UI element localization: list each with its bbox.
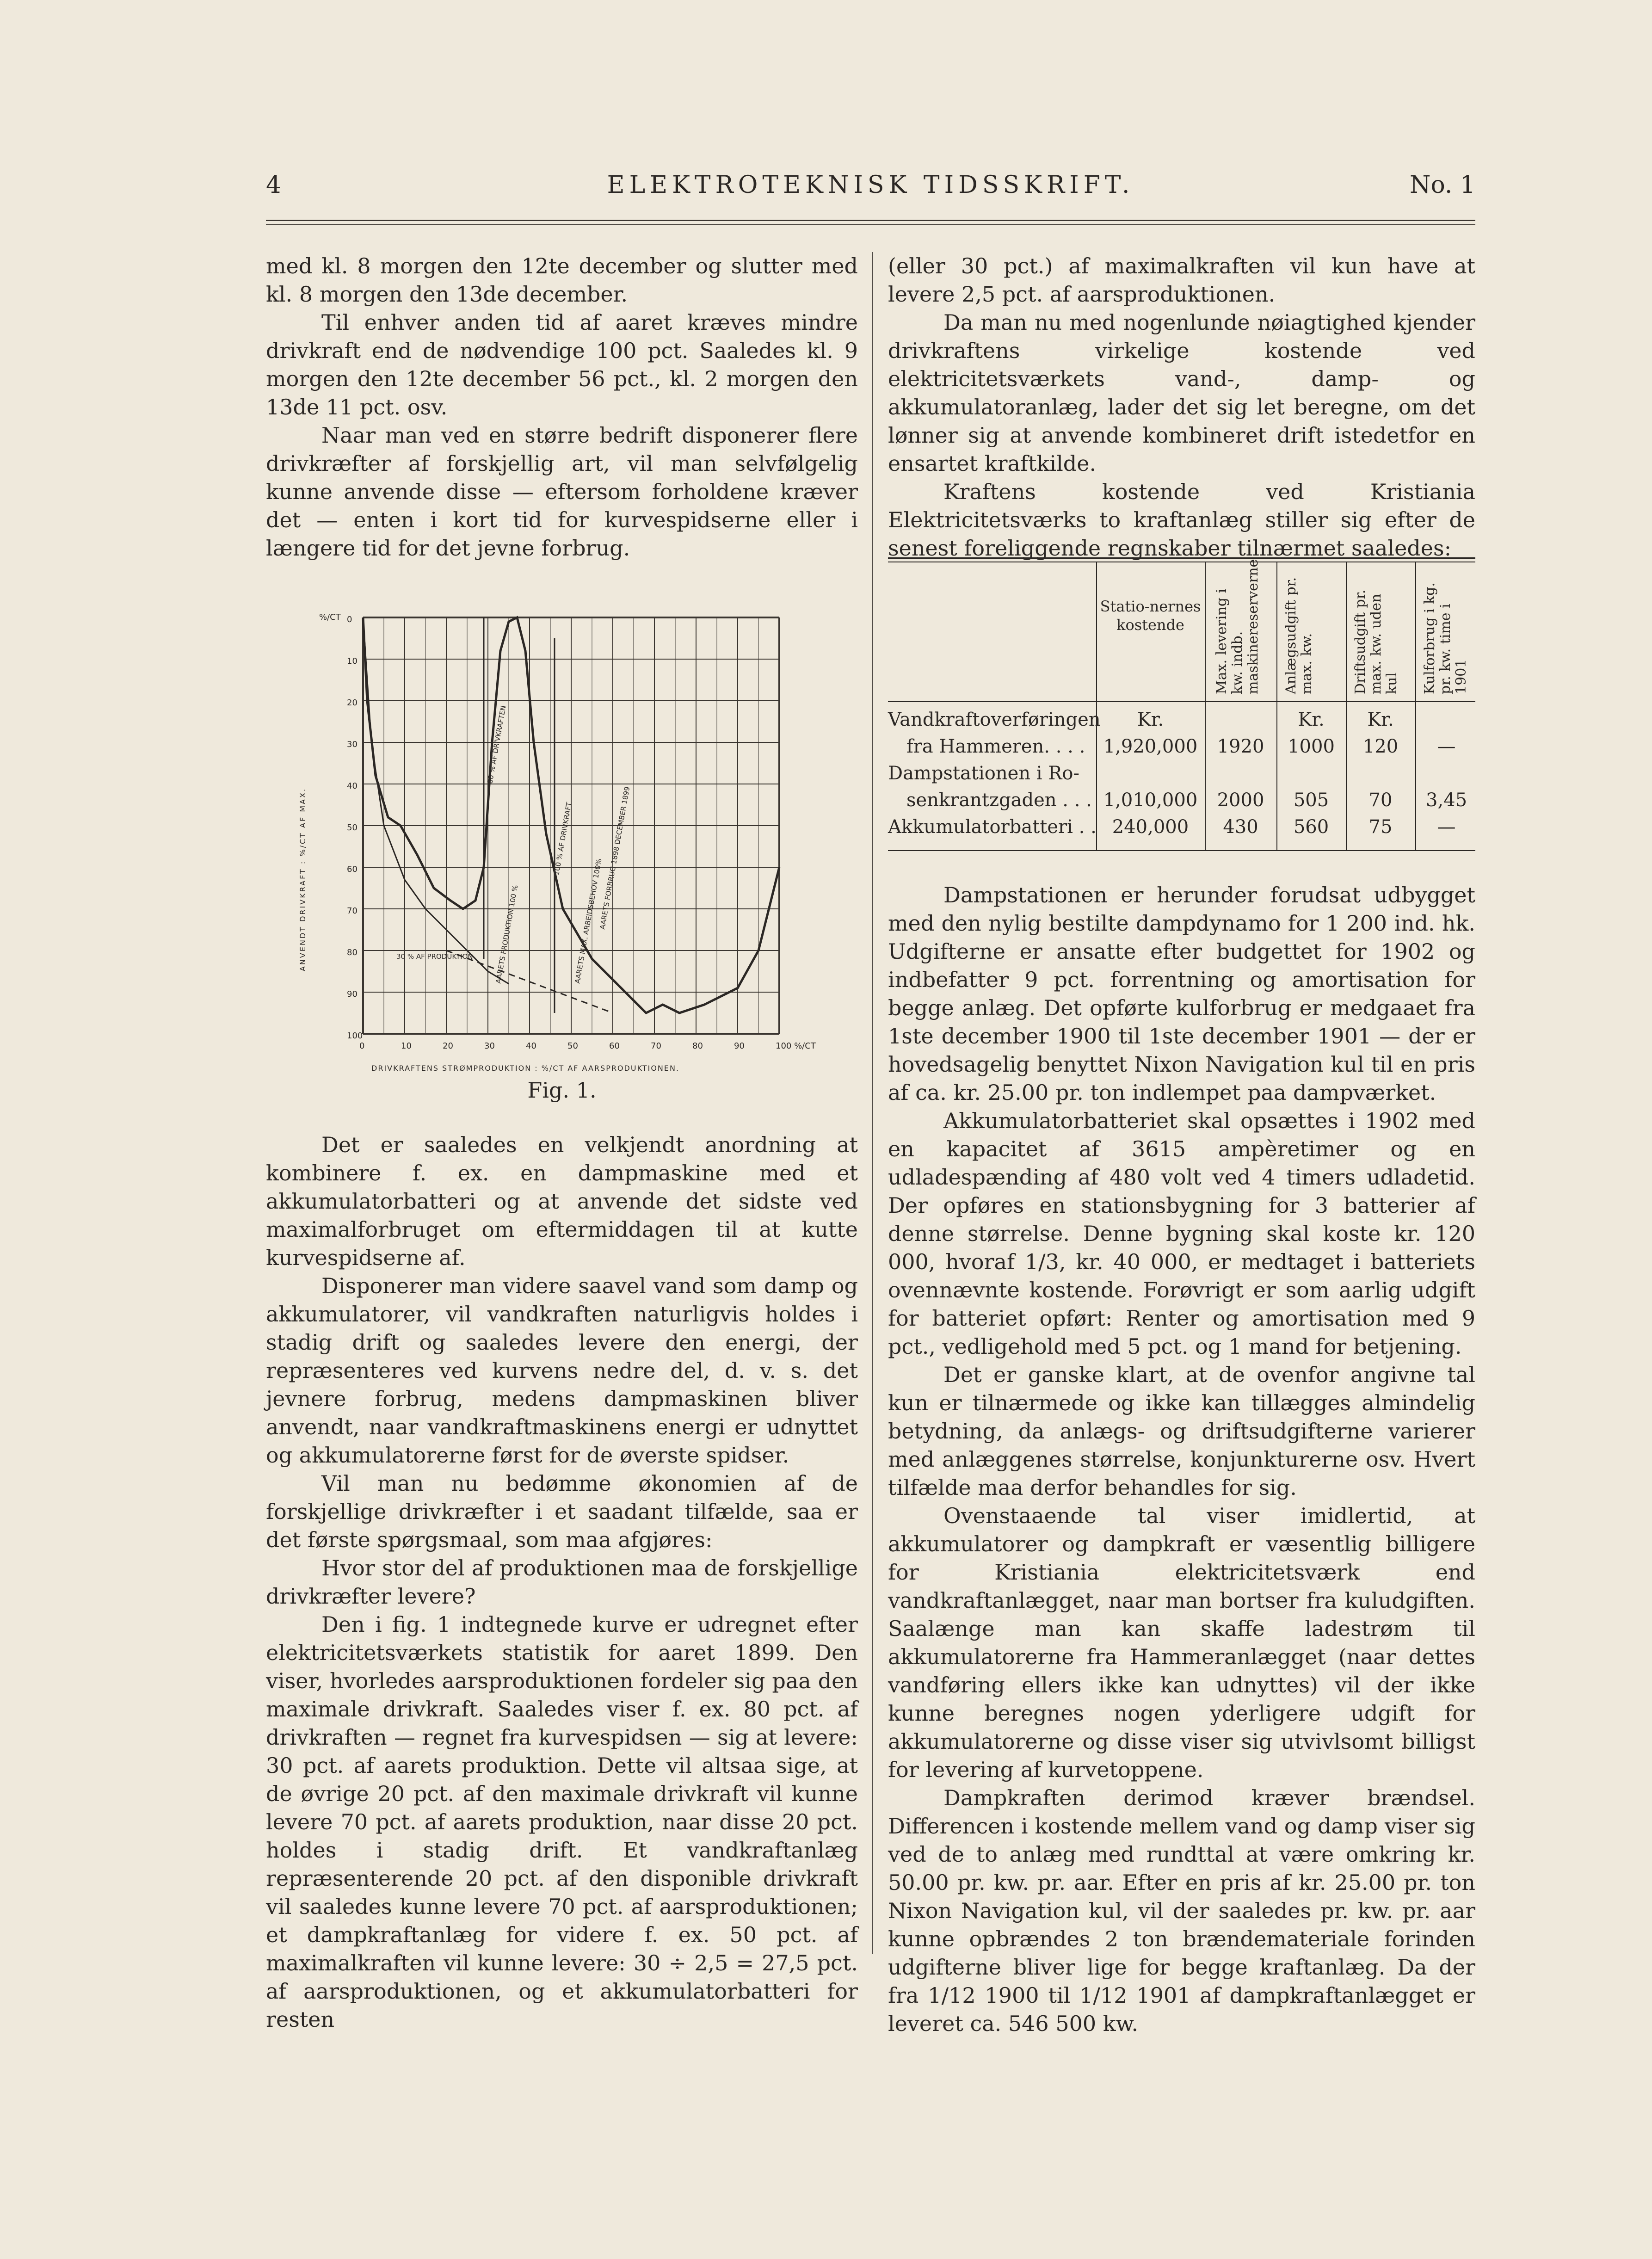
- header-rule: [266, 220, 1475, 221]
- running-header: [266, 171, 1475, 208]
- right-column-bottom: [888, 881, 1475, 2038]
- x-tick-label: 100 %/CT: [776, 1041, 816, 1051]
- table-header: [888, 559, 1475, 702]
- table-cell: Kr.: [1367, 709, 1394, 730]
- paragraph: Det er ganske klart, at de ovenfor angivne tal kun er tilnærmede og ikke kan tillægges almindelig betydning, da anlægs- og driftsudgifterne varierer med anlæggenes størrelse, konjunkturerne osv. Hvert tilfælde maa derfor behandles for sig.: [888, 1362, 1475, 1500]
- table-cell: —: [1437, 816, 1456, 838]
- right-column-top: [888, 252, 1475, 562]
- table-cell: Kr.: [1137, 709, 1164, 730]
- table-cell: 240,000: [1112, 816, 1189, 838]
- y-tick-label: 100: [347, 1031, 363, 1041]
- paragraph: (eller 30 pct.) af maximalkraften vil kun have at levere 2,5 pct. af aarsproduktionen.: [888, 253, 1475, 307]
- table-cell: 1000: [1288, 736, 1335, 757]
- figure-1-chart: [287, 597, 865, 1115]
- table-row: [888, 709, 1475, 735]
- chart-annotation: 80 % AF DRIVKRAFTEN: [486, 704, 508, 784]
- column-divider: [872, 252, 873, 1954]
- table-cell: Kr.: [1298, 709, 1325, 730]
- x-tick-label: 70: [651, 1041, 661, 1051]
- y-tick-label: 60: [347, 864, 358, 874]
- table-row: [888, 736, 1475, 762]
- chart-annotation: AARETS FORBRUG 1898 DECEMBER 1899: [598, 786, 632, 930]
- header-max-delivery: Max. levering i kw. indb. maskinereserverne: [1214, 559, 1261, 694]
- journal-title: ELEKTROTEKNISK TIDSSKRIFT.: [607, 171, 1134, 199]
- table-cell: 560: [1293, 816, 1329, 838]
- x-axis-label: DRIVKRAFTENS STRØMPRODUKTION : %/CT AF AARSPRODUKTIONEN.: [371, 1064, 680, 1073]
- table-cell: —: [1437, 736, 1456, 757]
- table-cell: 3,45: [1425, 790, 1467, 811]
- table-cell: 1,920,000: [1103, 736, 1198, 757]
- paragraph: Akkumulatorbatteriet skal opsættes i 1902 med en kapacitet af 3615 ampèretimer og en udladespænding af 480 volt ved 4 timers udladetid. Der opføres en stationsbygning for 3 batterier af denne størrelse. Denne bygning skal koste kr. 120 000, hvoraf 1/3, kr. 40 000, er medtaget i batteriets ovennævnte kostende. Forøvrigt er som aarlig udgift for batteriet opført: Renter og amortisation med 9 pct., vedligehold med 5 pct. og 1 mand for betjening.: [888, 1108, 1475, 1359]
- chart-annotation: AARETS PRODUKTION 100 %: [494, 884, 520, 984]
- paragraph: Det er saaledes en velkjendt anordning at kombinere f. ex. en dampmaskine med et akkumulatorbatteri og at anvende det sidste ved maximalforbruget om eftermiddagen til at kutte kurvespidserne af.: [266, 1132, 858, 1270]
- issue-number: No. 1: [1409, 171, 1475, 199]
- production-curve: [363, 617, 509, 984]
- table-cell: 430: [1223, 816, 1258, 838]
- paragraph: Den i fig. 1 indtegnede kurve er udregnet efter elektricitetsværkets statistik for aaret 1899. Den viser, hvorledes aarsproduktionen fordeler sig paa den maximale drivkraft. Saaledes viser f. ex. 80 pct. af drivkraften — regnet fra kurvespidsen — sig at levere: 30 pct. af aarets produktion. Dette vil altsaa sige, at de øvrige 20 pct. af den maximale drivkraft vil kunne levere 70 pct. af aarets produktion, naar disse 20 pct. holdes i stadig drift. Et vandkraftanlæg repræsenterende 20 pct. af den disponible drivkraft vil saaledes kunne levere 70 pct. af aarsproduktionen; et dampkraftanlæg for videre f. ex. 50 pct. af maximalkraften vil kunne levere: 30 ÷ 2,5 = 27,5 pct. af aarsproduktionen, og et akkumulatorbatteri for resten: [266, 1612, 858, 2032]
- y-tick-label: 20: [347, 698, 358, 708]
- paragraph: Dampstationen er herunder forudsat udbygget med den nylig bestilte dampdynamo for 1 200 ind. hk. Udgifterne er ansatte efter budgettet for 1902 og indbefatter 9 pct. forrentning og amortisation for begge anlæg. Det opførte kulforbrug er medgaaet fra 1ste december 1900 til 1ste december 1901 — der er hovedsagelig benyttet Nixon Navigation kul til en pris af ca. kr. 25.00 pr. ton indlempet paa dampværket.: [888, 883, 1475, 1105]
- figure-caption: Fig. 1.: [527, 1078, 597, 1103]
- page-number: 4: [266, 171, 282, 199]
- row-label: Dampstationen i Ro-: [888, 763, 1079, 784]
- table-cell: 70: [1368, 790, 1393, 811]
- paragraph: Disponerer man videre saavel vand som damp og akkumulatorer, vil vandkraften naturligvis holdes i stadig drift og saaledes levere den energi, der repræsenteres ved kurvens nedre del, d. v. s. det jevnere forbrug, medens dampmaskinen bliver anvendt, naar vandkraftmaskinens energi er udnyttet og akkumulatorerne først for de øverste spidser.: [266, 1273, 858, 1468]
- table-cell: 75: [1368, 816, 1393, 838]
- chart-annotation: 30 % AF PRODUKTION: [396, 952, 473, 961]
- table-row: [888, 763, 1475, 789]
- y-tick-label: 30: [347, 740, 358, 749]
- x-tick-label: 90: [734, 1041, 745, 1051]
- paragraph: Til enhver anden tid af aaret kræves mindre drivkraft end de nødvendige 100 pct. Saaledes kl. 9 morgen den 12te december 56 pct., kl. 2 morgen den 13de 11 pct. osv.: [266, 310, 858, 420]
- y-tick-label: 40: [347, 781, 358, 791]
- table-row: [888, 816, 1475, 842]
- row-label: senkrantzgaden . . .: [906, 790, 1092, 811]
- row-label: Vandkraftoverføringen: [888, 709, 1101, 730]
- table-body: [888, 702, 1475, 851]
- y-axis-label: ANVENDT DRIVKRAFT : %/CT AF MAX.: [298, 787, 307, 971]
- table-cell: 1,010,000: [1103, 790, 1198, 811]
- x-tick-label: 30: [484, 1041, 495, 1051]
- y-tick-label: 90: [347, 989, 358, 999]
- row-label: Akkumulatorbatteri . .: [888, 816, 1097, 838]
- x-tick-label: 50: [567, 1041, 578, 1051]
- chart-annotation: 100 % AF DRIVKRAFT: [552, 801, 573, 876]
- paragraph: Vil man nu bedømme økonomien af de forskjellige drivkræfter i et saadant tilfælde, saa er det første spørgsmaal, som maa afgjøres:: [266, 1471, 858, 1552]
- header-coal-consumption: Kulforbrug i kg. pr. kw. time i 1901: [1422, 582, 1469, 694]
- header-construction-cost: Anlægsudgift pr. max. kw.: [1283, 577, 1315, 694]
- y-tick-label: 70: [347, 906, 358, 916]
- header-station-cost: Statio-nernes kostende: [1100, 598, 1201, 634]
- x-tick-label: 40: [526, 1041, 536, 1051]
- paragraph: med kl. 8 morgen den 12te december og slutter med kl. 8 morgen den 13de december.: [266, 253, 858, 307]
- cost-table: [888, 557, 1475, 851]
- x-tick-label: 60: [609, 1041, 620, 1051]
- row-label: fra Hammeren. . . .: [906, 736, 1085, 757]
- paragraph: Kraftens kostende ved Kristiania Elektricitetsværks to kraftanlæg stiller sig efter de senest foreliggende regnskaber tilnærmet saaledes:: [888, 479, 1475, 561]
- table-cell: 1920: [1217, 736, 1264, 757]
- left-column-top: [266, 252, 858, 562]
- paragraph: Dampkraften derimod kræver brændsel. Differencen i kostende mellem vand og damp viser sig ved de to anlæg med rundttal at være omkring kr. 50.00 pr. kw. pr. aar. Efter en pris af kr. 25.00 pr. ton Nixon Navigation kul, vil der saaledes pr. kw. pr. aar kunne opbrændes 2 ton brændemateriale forinden udgifterne bliver lige for begge kraftanlæg. Da der fra 1/12 1900 til 1/12 1901 af dampkraftanlægget er leveret ca. 546 500 kw.: [888, 1785, 1475, 2036]
- left-column-bottom: [266, 1131, 858, 2034]
- y-tick-label: 50: [347, 823, 358, 833]
- y-tick-label: 80: [347, 948, 358, 957]
- y-tick-label: 0: [347, 615, 352, 624]
- table-row: [888, 790, 1475, 815]
- table-cell: 505: [1293, 790, 1329, 811]
- x-tick-label: 0: [359, 1041, 365, 1051]
- paragraph: Naar man ved en større bedrift disponerer flere drivkræfter af forskjellig art, vil man selvfølgelig kunne anvende disse — eftersom forholdene kræver det — enten i kort tid for kurvespidserne eller i længere tid for det jevne forbrug.: [266, 423, 858, 561]
- table-top-rule: [888, 557, 1475, 559]
- chart-annotation: AARETS MAX. ARBEIDSBEHOV 100%: [573, 858, 604, 984]
- header-operating-cost: Driftsudgift pr. max. kw. uden kul: [1352, 589, 1400, 694]
- x-tick-label: 10: [401, 1041, 412, 1051]
- paragraph: Ovenstaaende tal viser imidlertid, at akkumulatorer og dampkraft er væsentlig billigere for Kristiania elektricitetsværk end vandkraftanlægget, naar man bortser fra kuludgiften. Saalænge man kan skaffe ladestrøm til akkumulatorerne fra Hammeranlægget (naar dettes vandføring ellers ikke kan udnyttes) vil der ikke kunne beregnes nogen yderligere udgift for akkumulatorerne og disse viser sig utvivlsomt billigst for levering af kurvetoppene.: [888, 1503, 1475, 1782]
- load-curve-svg: [287, 597, 865, 1092]
- table-cell: 120: [1362, 736, 1399, 757]
- paragraph: Hvor stor del af produktionen maa de forskjellige drivkræfter levere?: [266, 1555, 858, 1609]
- x-tick-label: 80: [692, 1041, 703, 1051]
- table-cell: 2000: [1217, 790, 1264, 811]
- paragraph: Da man nu med nogenlunde nøiagtighed kjender drivkraftens virkelige kostende ved elektricitetsværkets vand-, damp- og akkumulatoranlæg, lader det sig let beregne, om det lønner sig at anvende kombineret drift istedetfor en ensartet kraftkilde.: [888, 310, 1475, 476]
- y-unit-label: %/CT: [319, 612, 341, 622]
- x-tick-label: 20: [443, 1041, 453, 1051]
- chart-labels: [298, 612, 816, 1073]
- y-tick-label: 10: [347, 656, 358, 666]
- header-rule-thin: [266, 224, 1475, 225]
